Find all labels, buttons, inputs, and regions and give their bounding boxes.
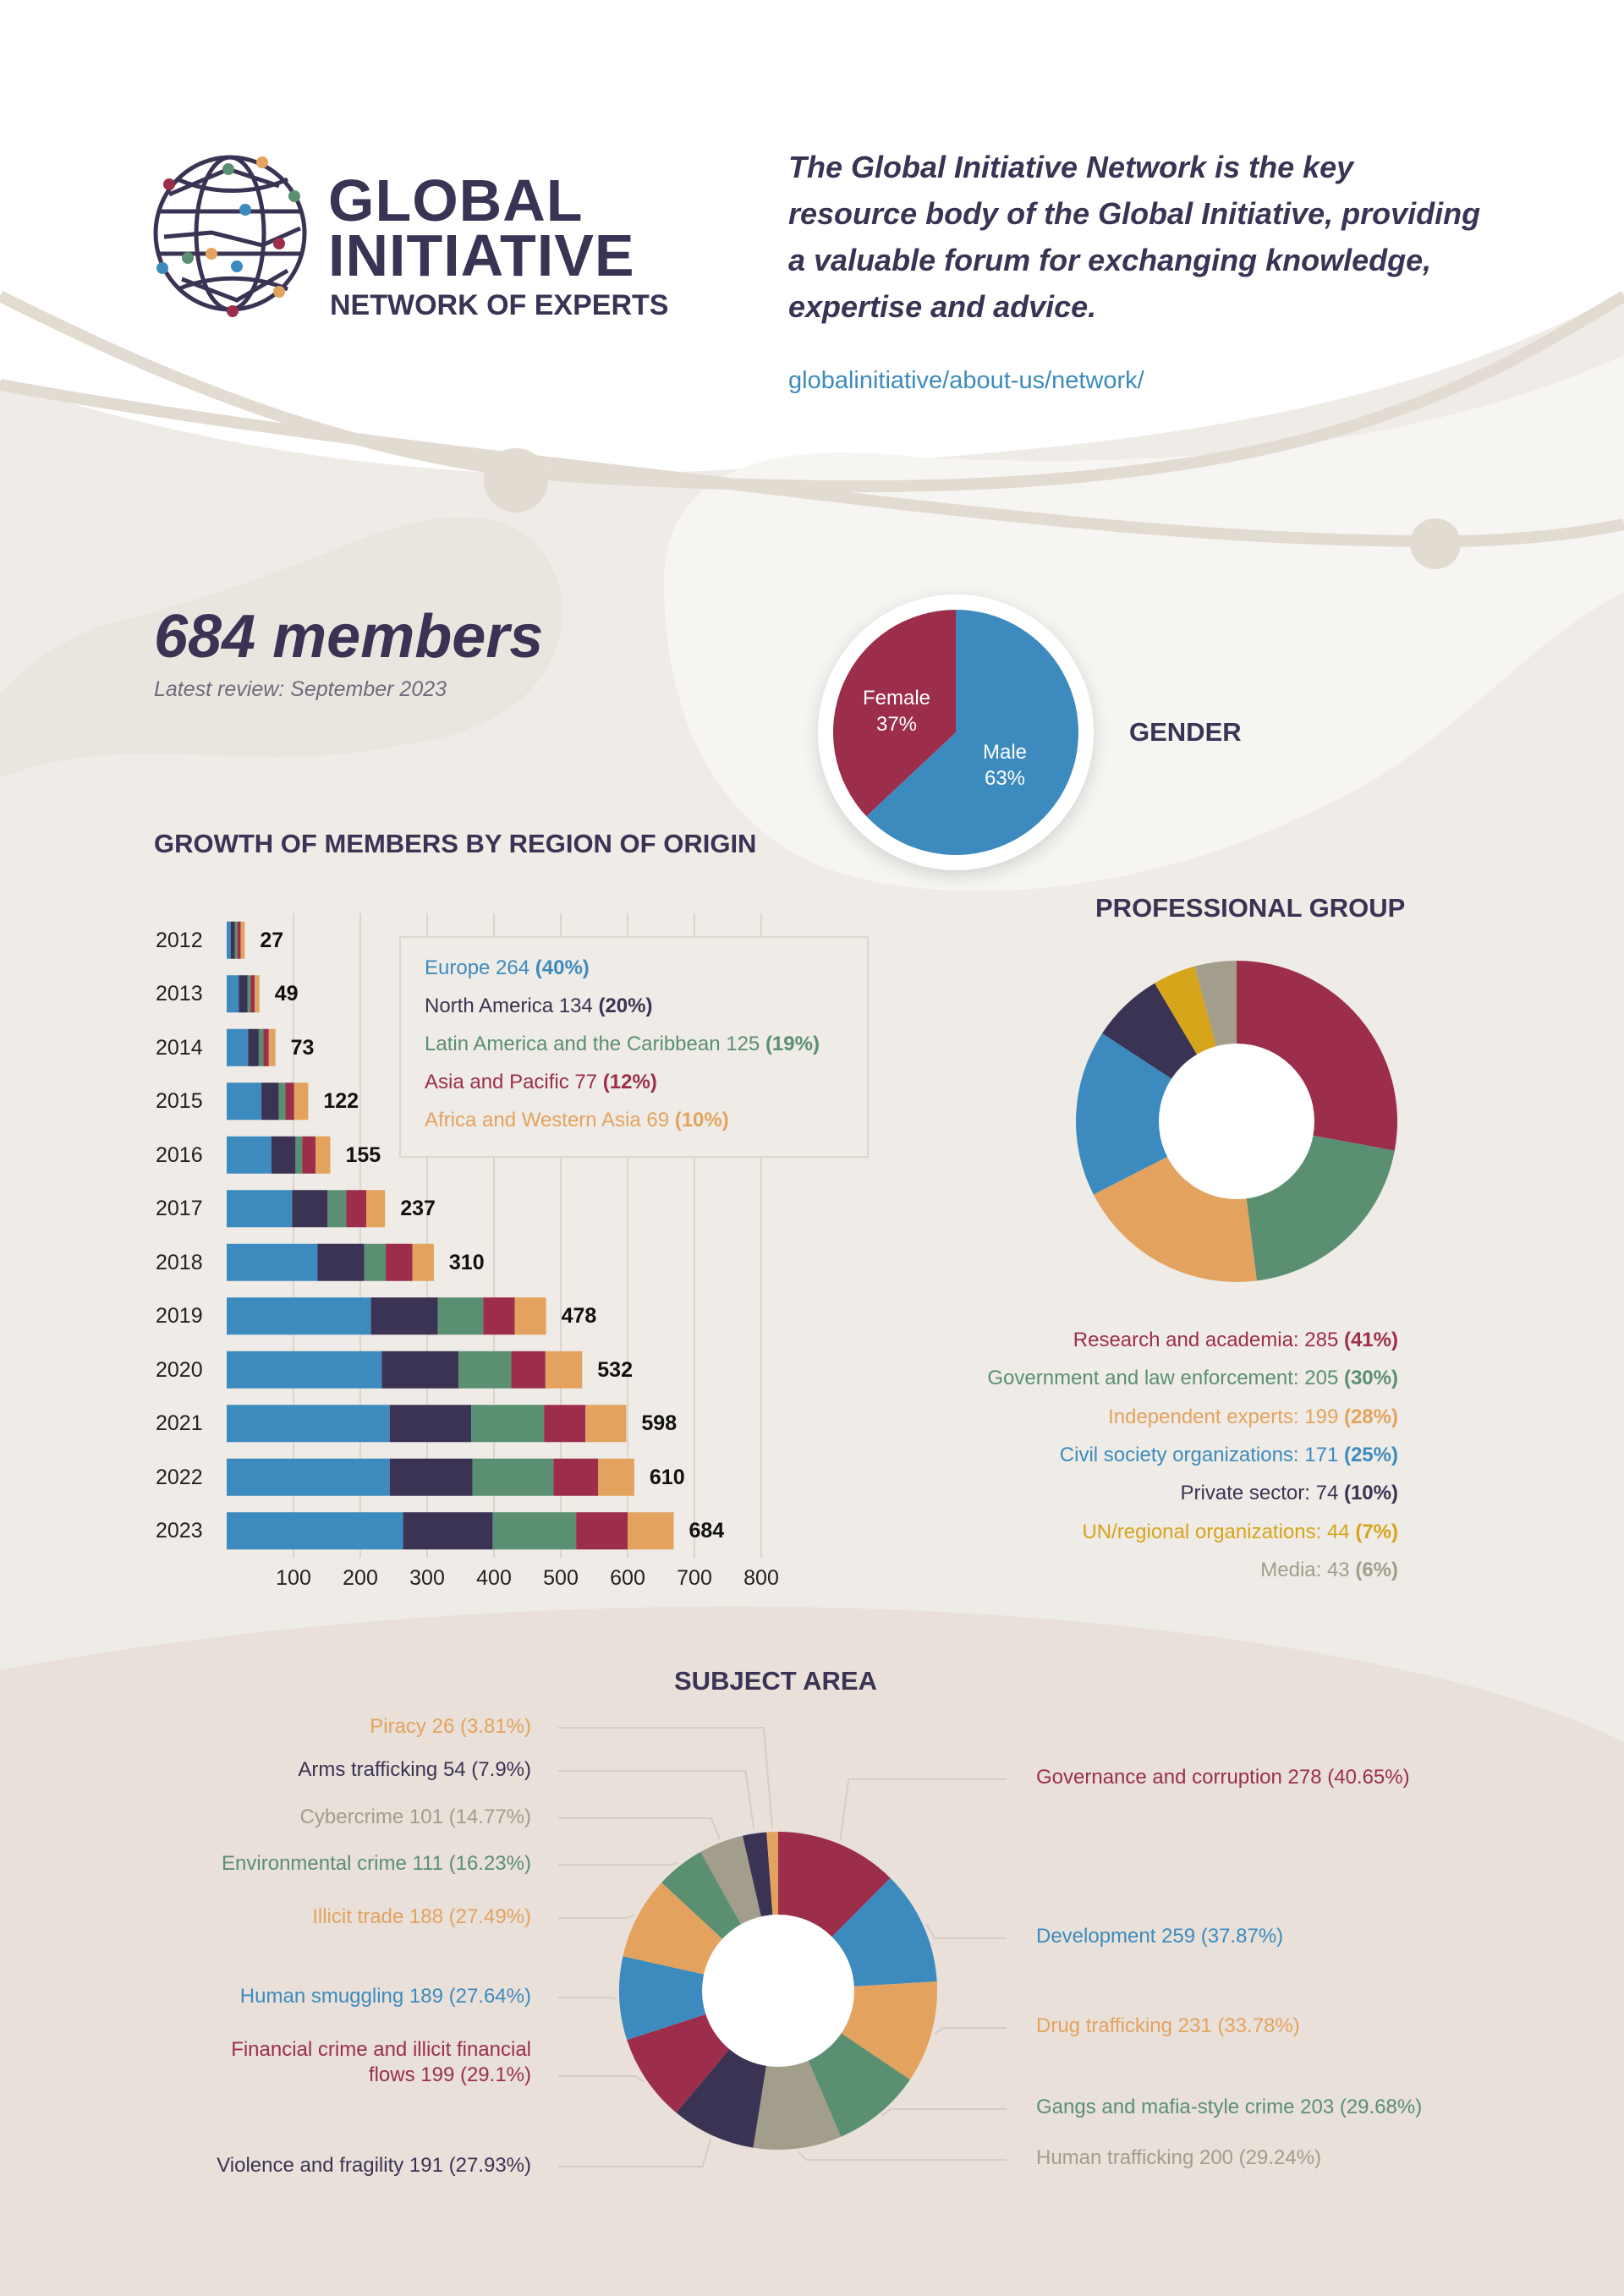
professional-legend-item: Media: 43 (6%) <box>1260 1558 1398 1581</box>
subject-leader-line <box>558 2076 644 2082</box>
subject-label: Arms trafficking 54 (7.9%) <box>298 1758 531 1781</box>
growth-xtick: 700 <box>677 1566 712 1590</box>
review-date: Latest review: September 2023 <box>154 677 447 701</box>
growth-total-label: 49 <box>274 982 299 1006</box>
growth-legend-item: Europe 264 (40%) <box>425 956 590 979</box>
subject-leader-line <box>840 1779 1007 1841</box>
growth-year-label: 2017 <box>156 1197 203 1221</box>
growth-year-label: 2023 <box>156 1519 203 1543</box>
growth-total-label: 27 <box>260 928 284 952</box>
growth-year-label: 2021 <box>156 1411 203 1436</box>
growth-xtick: 600 <box>610 1566 645 1590</box>
growth-year-label: 2019 <box>156 1304 203 1329</box>
subject-title: SUBJECT AREA <box>674 1666 877 1696</box>
logo-text-initiative: INITIATIVE <box>328 222 635 288</box>
subject-leader-line <box>558 1728 772 1828</box>
subject-label: Human smuggling 189 (27.64%) <box>239 1985 531 2008</box>
subject-leader-line <box>926 1924 1007 1938</box>
professional-legend-item: Government and law enforcement: 205 (30%) <box>987 1367 1398 1390</box>
growth-total-label: 684 <box>689 1519 725 1543</box>
subject-label: Piracy 26 (3.81%) <box>370 1715 531 1738</box>
growth-legend-item: Latin America and the Caribbean 125 (19%) <box>425 1033 820 1055</box>
growth-year-label: 2012 <box>156 928 203 952</box>
gender-title: GENDER <box>1129 717 1242 747</box>
growth-total-label: 610 <box>649 1465 685 1489</box>
professional-legend-item: UN/regional organizations: 44 (7%) <box>1082 1520 1398 1543</box>
subject-label: Environmental crime 111 (16.23%) <box>222 1852 531 1875</box>
subject-leader-line <box>558 2139 711 2167</box>
growth-total-label: 598 <box>641 1411 678 1436</box>
professional-legend-item: Independent experts: 199 (28%) <box>1108 1405 1398 1428</box>
subject-leader-line <box>558 1915 634 1918</box>
intro-text: The Global Initiative Network is the key resource body of the Global Initiative, providing a valuable forum for exchanging knowledge, expertise and advice. <box>788 150 1481 324</box>
professional-legend-item: Research and academia: 285 (41%) <box>1073 1329 1398 1351</box>
professional-legend-item: Private sector: 74 (10%) <box>1180 1482 1398 1505</box>
subject-label: Illicit trade 188 (27.49%) <box>312 1905 531 1928</box>
growth-xtick: 400 <box>476 1566 512 1590</box>
subject-leader-line <box>798 2152 1007 2160</box>
growth-year-label: 2018 <box>156 1250 203 1274</box>
growth-total-label: 122 <box>323 1089 359 1114</box>
growth-total-label: 532 <box>597 1357 633 1382</box>
growth-xtick: 200 <box>343 1566 378 1590</box>
gender-male-label: Male 63% <box>982 741 1028 790</box>
subject-label: Violence and fragility 191 (27.93%) <box>217 2154 531 2177</box>
growth-xtick: 300 <box>409 1566 445 1590</box>
growth-year-label: 2015 <box>156 1089 203 1114</box>
subject-leader-line <box>558 1997 616 1998</box>
subject-label: Financial crime and illicit financial flows 199 (29.1%) <box>231 2038 531 2086</box>
logo-text-global: GLOBAL <box>328 167 584 233</box>
subject-label: Human trafficking 200 (29.24%) <box>1036 2146 1322 2169</box>
growth-total-label: 478 <box>561 1304 597 1329</box>
growth-year-label: 2020 <box>156 1357 203 1382</box>
growth-total-label: 237 <box>400 1197 436 1221</box>
growth-xtick: 500 <box>543 1566 579 1590</box>
growth-total-label: 73 <box>290 1035 315 1060</box>
growth-xtick: 800 <box>743 1566 779 1590</box>
members-count: 684 members <box>154 603 544 671</box>
subject-leader-line <box>558 1863 678 1865</box>
professional-title: PROFESSIONAL GROUP <box>1095 893 1406 923</box>
growth-total-label: 155 <box>345 1143 381 1167</box>
subject-label: Cybercrime 101 (14.77%) <box>299 1806 531 1828</box>
subject-leader-line <box>558 1818 720 1839</box>
logo-text-network: NETWORK OF EXPERTS <box>330 289 669 321</box>
growth-year-label: 2022 <box>156 1465 203 1489</box>
growth-legend-item: North America 134 (20%) <box>425 995 653 1017</box>
growth-title: GROWTH OF MEMBERS BY REGION OF ORIGIN <box>154 829 757 858</box>
subject-label: Gangs and mafia-style crime 203 (29.68%) <box>1036 2096 1423 2118</box>
subject-label: Governance and corruption 278 (40.65%) <box>1036 1766 1410 1789</box>
growth-year-label: 2016 <box>156 1143 203 1167</box>
growth-legend-item: Asia and Pacific 77 (12%) <box>425 1071 657 1093</box>
subject-leader-line <box>935 2028 1007 2034</box>
growth-total-label: 310 <box>448 1250 485 1274</box>
growth-legend-item: Africa and Western Asia 69 (10%) <box>425 1109 729 1132</box>
growth-year-label: 2014 <box>156 1035 203 1060</box>
network-link[interactable]: globalinitiative/about-us/network/ <box>788 367 1144 394</box>
subject-leader-line <box>558 1771 754 1830</box>
subject-label: Development 259 (37.87%) <box>1036 1925 1284 1948</box>
subject-label: Drug trafficking 231 (33.78%) <box>1036 2014 1300 2037</box>
gender-female-label: Female 37% <box>862 687 931 736</box>
subject-leader-line <box>881 2109 1007 2116</box>
growth-xtick: 100 <box>276 1566 311 1590</box>
professional-legend-item: Civil society organizations: 171 (25%) <box>1059 1443 1398 1466</box>
growth-year-label: 2013 <box>156 982 203 1006</box>
